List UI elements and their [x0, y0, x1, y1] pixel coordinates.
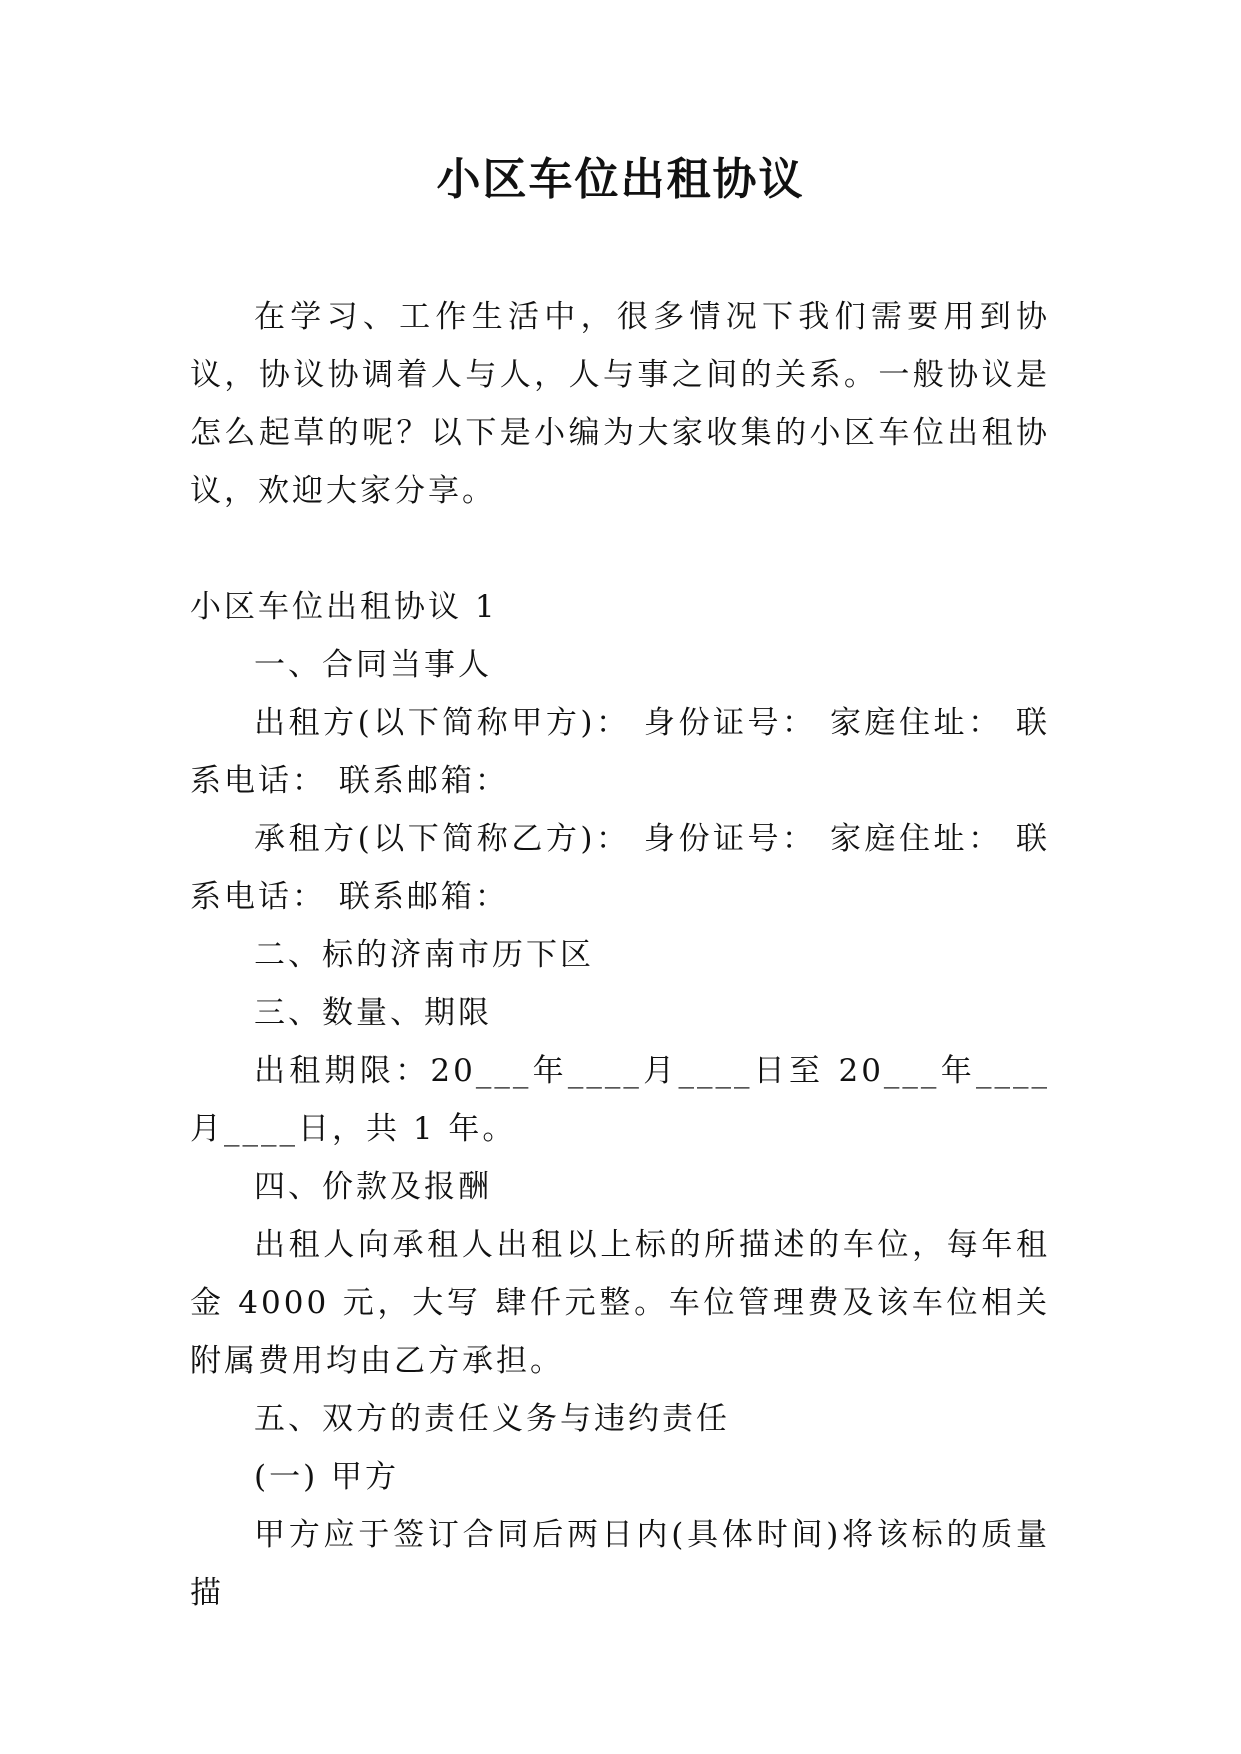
paragraph-gap: [190, 520, 1050, 578]
clause-subject: 二、标的济南市历下区: [254, 937, 594, 973]
lease-term-line: 出租期限：20___年____月____日至 20___年____月____日，共 1 年。: [190, 1053, 1050, 1147]
document-title: 小区车位出租协议: [436, 154, 805, 205]
intro-paragraph: 在学习、工作生活中，很多情况下我们需要用到协议，协议协调着人与人，人与事之间的关系。一般协议是怎么起草的呢？以下是小编为大家收集的小区车位出租协议，欢迎大家分享。: [190, 299, 1050, 509]
party-a-obligation: 甲方应于签订合同后两日内(具体时间)将该标的质量描: [190, 1517, 1050, 1611]
clause-heading-parties: 一、合同当事人: [254, 647, 492, 683]
lessee-info: 承租方(以下简称乙方)： 身份证号： 家庭住址： 联系电话： 联系邮箱：: [190, 821, 1050, 915]
lessor-info: 出租方(以下简称甲方)： 身份证号： 家庭住址： 联系电话： 联系邮箱：: [190, 705, 1050, 799]
clause-responsibilities: 五、双方的责任义务与违约责任: [254, 1401, 730, 1437]
clause-price: 四、价款及报酬: [254, 1169, 492, 1205]
rent-details: 出租人向承租人出租以上标的所描述的车位，每年租金 4000 元，大写 肆仟元整。车位管理费及该车位相关附属费用均由乙方承担。: [190, 1227, 1050, 1379]
party-a-heading: (一) 甲方: [254, 1459, 400, 1495]
section-heading: 小区车位出租协议 1: [190, 589, 498, 625]
document-body: [190, 288, 1050, 1622]
clause-quantity-term: 三、数量、期限: [254, 995, 492, 1031]
